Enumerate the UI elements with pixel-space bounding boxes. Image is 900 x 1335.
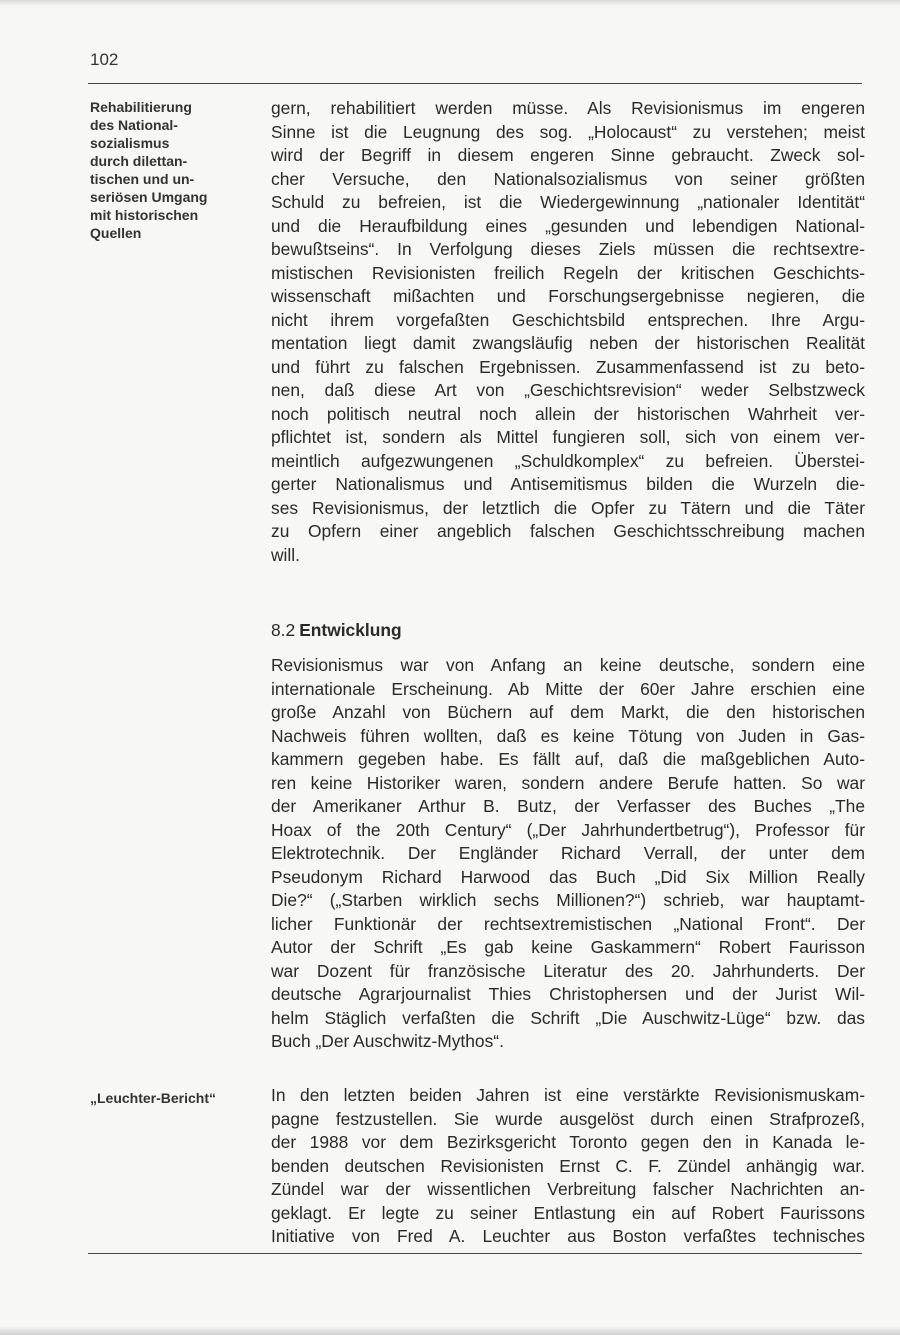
margin-note-line: tischen und un-: [90, 171, 195, 187]
text-line: Buch „Der Auschwitz-Mythos“.: [271, 1031, 504, 1051]
text-line: wird der Begriff in diesem engeren Sinne gebraucht. Zweck sol-: [271, 145, 865, 165]
text-line: ren keine Historiker waren, sondern andere Berufe hatten. So war: [271, 772, 865, 793]
text-line: zu Opfern einer angeblich falschen Geschichtsschreibung machen: [271, 521, 865, 541]
section-number: 8.2: [271, 620, 296, 640]
text-line: mentation liegt damit zwangsläufig neben der historischen Realität: [271, 333, 865, 353]
text-line: nicht ihrem vorgefaßten Geschichtsbild entsprechen. Ihre Argu-: [271, 309, 865, 330]
text-line: geklagt. Er legte zu seiner Entlastung ein auf Robert Faurissons: [271, 1202, 865, 1223]
text-line: benden deutschen Revisionisten Ernst C. F. Zündel anhängig war.: [271, 1155, 865, 1176]
text-line: bewußtseins“. In Verfolgung dieses Ziels müssen die rechtsextre-: [271, 239, 865, 259]
margin-note-line: mit historischen: [90, 207, 199, 223]
text-line: Revisionismus war von Anfang an keine deutsche, sondern eine: [271, 655, 865, 675]
text-line: cher Versuche, den Nationalsozialismus von seiner größten: [271, 168, 865, 189]
text-line: ses Revisionismus, der letztlich die Opfer zu Tätern und die Täter: [271, 497, 865, 518]
scan-edge-top: [0, 0, 900, 6]
margin-note-line: sozialismus: [90, 135, 170, 151]
text-line: Die?“ („Starben wirklich sechs Millionen?“) schrieb, war hauptamt-: [271, 890, 865, 910]
margin-note-line: des National-: [90, 117, 178, 133]
paragraph-revisionismus-definition: [271, 97, 865, 567]
text-line: gerter Nationalismus und Antisemitismus bilden die Wurzeln die-: [271, 474, 865, 494]
text-line: Sinne ist die Leugnung des sog. „Holocaust“ zu verstehen; meist: [271, 121, 865, 142]
text-line: kammern gegeben habe. Es fällt auf, daß die maßgeblichen Auto-: [271, 749, 865, 769]
scan-edge-bottom: [0, 1326, 900, 1335]
text-line: Hoax of the 20th Century“ („Der Jahrhundertbetrug“), Professor für: [271, 819, 865, 840]
text-line: noch politisch neutral noch allein der historischen Wahrheit ver-: [271, 403, 865, 424]
text-line: helm Stäglich verfaßten die Schrift „Die Auschwitz-Lüge“ bzw. das: [271, 1007, 865, 1028]
text-line: pflichtet ist, sondern als Mittel fungieren soll, sich von einem ver-: [271, 427, 865, 447]
text-line: Nachweis führen wollten, daß es keine Tötung von Juden in Gas-: [271, 725, 865, 746]
margin-note-line: seriösen Umgang: [90, 189, 208, 205]
text-line: große Anzahl von Büchern auf dem Markt, die den historischen: [271, 702, 865, 722]
margin-note-line: durch dilettan-: [90, 153, 188, 169]
text-line: Pseudonym Richard Harwood das Buch „Did Six Million Really: [271, 866, 865, 887]
page-number: 102: [90, 50, 119, 69]
text-line: will.: [271, 544, 300, 565]
text-line: war Dozent für französische Literatur des 20. Jahrhunderts. Der: [271, 960, 865, 981]
text-line: pagne festzustellen. Sie wurde ausgelöst durch einen Strafprozeß,: [271, 1108, 865, 1129]
margin-note-line: Quellen: [90, 225, 142, 241]
margin-note-line: Rehabilitierung: [90, 99, 192, 115]
text-line: und die Heraufbildung eines „gesunden und lebendigen National-: [271, 215, 865, 236]
text-line: der 1988 vor dem Bezirksgericht Toronto gegen den in Kanada le-: [271, 1132, 865, 1152]
section-heading: [271, 618, 402, 642]
text-line: licher Funktionär der rechtsextremistischen „National Front“. Der: [271, 913, 865, 934]
text-line: nen, daß diese Art von „Geschichtsrevision“ weder Selbstzweck: [271, 380, 865, 400]
text-line: Zündel war der wissentlichen Verbreitung falscher Nachrichten an-: [271, 1179, 865, 1199]
paragraph-leuchter-bericht: [271, 1084, 865, 1249]
text-line: In den letzten beiden Jahren ist eine verstärkte Revisionismuskam-: [271, 1085, 865, 1105]
text-line: gern, rehabilitiert werden müsse. Als Revisionismus im engeren: [271, 98, 865, 118]
text-line: internationale Erscheinung. Ab Mitte der 60er Jahre erschien eine: [271, 678, 865, 699]
text-line: mistischen Revisionisten freilich Regeln der kritischen Geschichts-: [271, 262, 865, 283]
text-line: Initiative von Fred A. Leuchter aus Boston verfaßtes technisches: [271, 1226, 865, 1246]
margin-note-leuchter-bericht: [90, 1089, 250, 1107]
text-line: der Amerikaner Arthur B. Butz, der Verfasser des Buches „The: [271, 796, 865, 816]
text-line: und führt zu falschen Ergebnissen. Zusammenfassend ist zu beto-: [271, 356, 865, 377]
text-line: Schuld zu befreien, ist die Wiedergewinnung „nationaler Identität“: [271, 192, 865, 212]
margin-note-line: „Leuchter-Bericht“: [90, 1090, 217, 1106]
text-line: Elektrotechnik. Der Engländer Richard Verrall, der unter dem: [271, 843, 865, 863]
text-line: meintlich aufgezwungenen „Schuldkomplex“ zu befreien. Überstei-: [271, 450, 865, 471]
footer-rule: [88, 1253, 862, 1254]
text-line: deutsche Agrarjournalist Thies Christophersen und der Jurist Wil-: [271, 984, 865, 1004]
paragraph-entwicklung: [271, 654, 865, 1054]
text-line: wissenschaft mißachten und Forschungsergebnisse negieren, die: [271, 286, 865, 306]
text-line: Autor der Schrift „Es gab keine Gaskammern“ Robert Faurisson: [271, 937, 865, 957]
header-rule: [88, 83, 862, 84]
section-title: Entwicklung: [299, 620, 402, 640]
margin-note-rehabilitierung: [90, 98, 250, 242]
